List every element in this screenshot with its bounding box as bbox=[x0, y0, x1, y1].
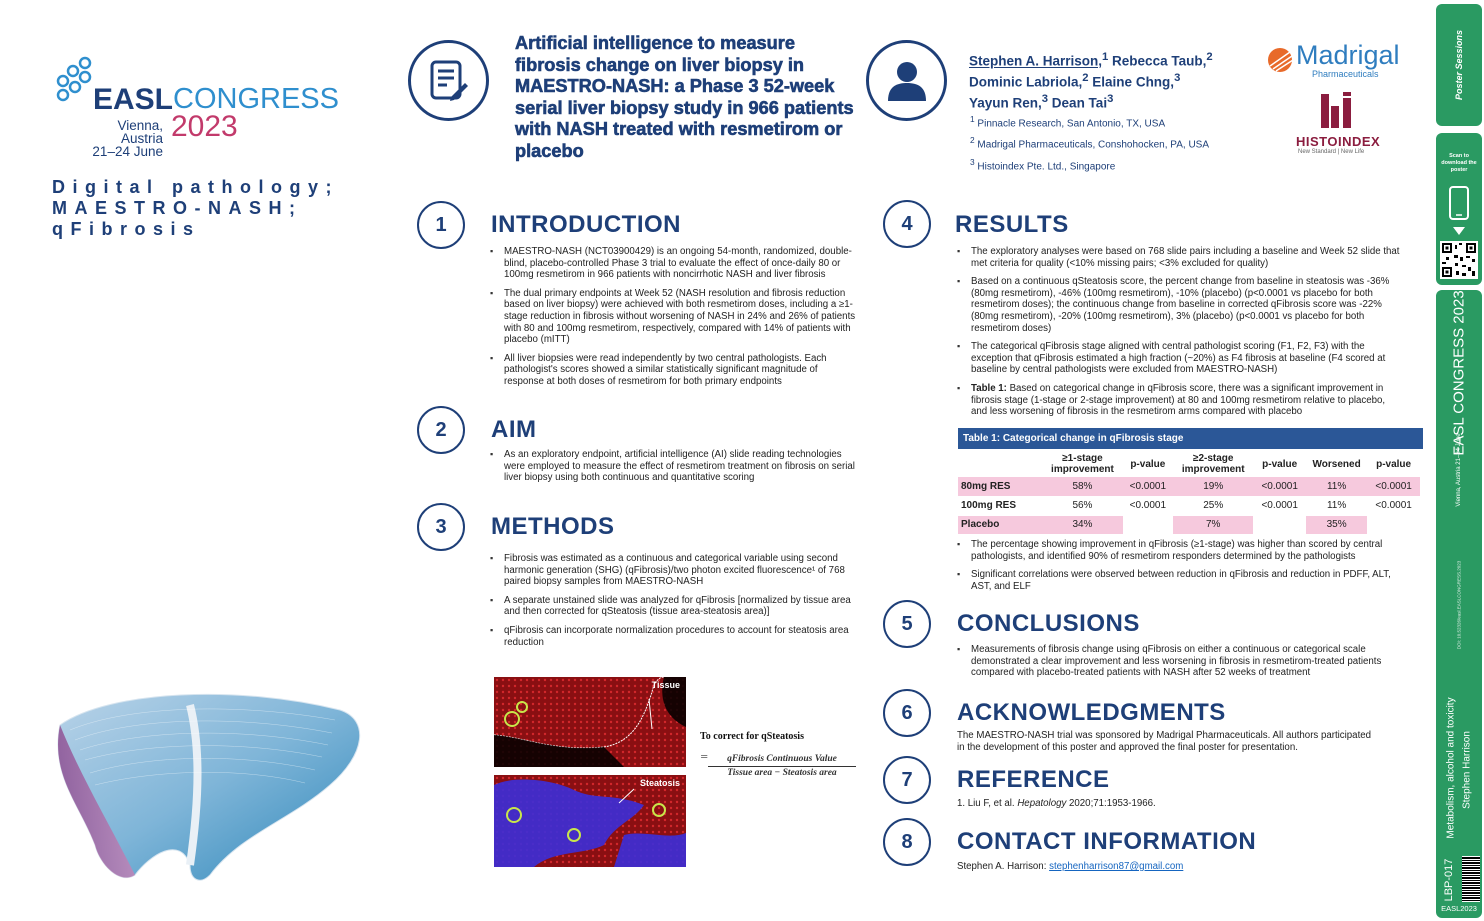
aff-text: Histoindex Pte. Ltd., Singapore bbox=[977, 160, 1116, 172]
reference-heading: REFERENCE bbox=[957, 766, 1110, 793]
table-ref-bold: Table 1: bbox=[971, 382, 1007, 394]
list-item: ▪ Fibrosis was estimated as a continuous and categorical variable using second harmonic generation (SHG) (qFibrosis)/two photon excited fluorescence¹ of 768 paired biopsy samples from MAESTRO-NASH bbox=[488, 553, 858, 588]
author-sup: 3 bbox=[1041, 93, 1049, 105]
steatosis-image-texture bbox=[494, 775, 686, 867]
person-icon-circle bbox=[866, 40, 947, 121]
table-cell: 11% bbox=[1306, 496, 1367, 515]
list-item: ▪ Significant correlations were observed between reduction in qFibrosis and reduction in PDFF, ALT, AST, and ELF bbox=[955, 569, 1400, 592]
qr-code[interactable] bbox=[1440, 241, 1478, 279]
tissue-label: Tissue bbox=[651, 680, 680, 690]
contact-text bbox=[957, 861, 1377, 873]
author-list bbox=[969, 49, 1239, 112]
author-taub: Rebecca Taub, bbox=[1108, 53, 1207, 69]
formula-denominator: Tissue area − Steatosis area bbox=[727, 768, 837, 778]
table-header-row bbox=[958, 451, 1420, 477]
list-item: ▪ As an exploratory endpoint, artificial intelligence (AI) slide reading technologies were employed to measure the effect of resmetirom treatment on fibrosis on serial liver biopsy using both continuous and quantitative scoring bbox=[488, 449, 858, 484]
author-sup: 3 bbox=[1174, 72, 1181, 84]
tissue-image-texture bbox=[494, 677, 686, 767]
sidebar-scan bbox=[1436, 133, 1482, 285]
sidebar-doi: DOI: 10.52326/easl.EASLCONGRESS.2023 bbox=[1456, 560, 1462, 650]
aff-text: Madrigal Pharmaceuticals, Conshohocken, PA, USA bbox=[977, 139, 1210, 151]
sidebar-city: Vienna, Austria 21–24 June bbox=[1456, 433, 1462, 507]
sidebar-topic: Metabolism, alcohol and toxicity bbox=[1445, 696, 1457, 839]
steatosis-label: Steatosis bbox=[639, 778, 680, 788]
list-item: ▪ A separate unstained slide was analyzed for qFibrosis [normalized by tissue area and then corrected for qSteatosis (tissue area-steatosis area)] bbox=[488, 595, 858, 618]
table-cell: 11% bbox=[1306, 477, 1367, 496]
author-labriola: Dominic Labriola, bbox=[969, 74, 1083, 90]
equals-sign: = bbox=[700, 752, 709, 763]
introduction-bullets bbox=[488, 246, 858, 395]
aff-num: 1 bbox=[970, 114, 975, 124]
sidebar-code: LBP-017 bbox=[1443, 858, 1455, 902]
qsteatosis-formula bbox=[708, 753, 856, 779]
correct-label: To correct for qSteatosis bbox=[700, 731, 804, 742]
conclusions-bullets bbox=[955, 644, 1410, 686]
section-number-4: 4 bbox=[883, 200, 931, 248]
dates-text: 21–24 June bbox=[92, 144, 163, 159]
acknowledgments-text: The MAESTRO-NASH trial was sponsored by Madrigal Pharmaceuticals. All authors participated in the development of this poster and approved the final poster for presentation. bbox=[957, 730, 1372, 753]
easl-congress-logo bbox=[55, 55, 339, 159]
congress-city bbox=[83, 119, 163, 158]
contact-email-link[interactable]: stephenharrison87@gmail.com bbox=[1049, 861, 1184, 872]
list-item: ▪ The exploratory analyses were based on 768 slide pairs including a baseline and Week 52 slide that met criteria for quality (<10% missing pairs; <3% excluded for quality) bbox=[955, 246, 1400, 269]
sidebar-easl bbox=[1436, 290, 1482, 455]
histoindex-mark-icon bbox=[1321, 92, 1355, 130]
list-item: ▪ The categorical qFibrosis stage aligned with central pathologist scoring (F1, F2, F3) with the exception that qFibrosis estimated a high fraction (~20%) as F4 fibrosis at baseline (F4 scored at baseline by central pathologists were excluded from MAESTRO-NASH) bbox=[955, 341, 1400, 376]
author-ren: Yayun Ren, bbox=[969, 95, 1042, 111]
document-edit-icon bbox=[429, 59, 469, 103]
table-cell: 58% bbox=[1042, 477, 1122, 496]
tissue-image bbox=[494, 677, 686, 767]
aff-num: 2 bbox=[970, 135, 975, 146]
table-row bbox=[958, 477, 1420, 496]
histoindex-logo bbox=[1296, 92, 1386, 160]
author-harrison: Stephen A. Harrison, bbox=[969, 53, 1103, 69]
author-sup: 1 bbox=[1102, 51, 1109, 63]
list-item: ▪ qFibrosis can incorporate normalization procedures to account for steatosis area reduction bbox=[488, 625, 858, 648]
list-item: ▪ The dual primary endpoints at Week 52 (NASH resolution and fibrosis reduction based on liver biopsy) were achieved with both resmetirom doses, including a ≥1-stage reduction in fibrosis without worsening of NASH in 24% and 26% of patients with 80 and 100mg resmetirom, respectively, compared with 14% of patients with placebo (mITT) bbox=[488, 288, 858, 346]
liver-illustration bbox=[40, 685, 370, 885]
phone-icon bbox=[1448, 185, 1470, 239]
histoindex-word: HISTOINDEX bbox=[1296, 134, 1381, 149]
table-cell: <0.0001 bbox=[1253, 496, 1306, 515]
author-chng: Elaine Chng, bbox=[1088, 74, 1175, 90]
author-tai: Dean Tai bbox=[1048, 95, 1108, 111]
person-icon bbox=[886, 59, 928, 103]
section-number-5: 5 bbox=[883, 600, 931, 648]
sidebar-poster-sessions bbox=[1436, 4, 1482, 126]
table-cell: 25% bbox=[1173, 496, 1253, 515]
sidebar-author: Stephen Harrison bbox=[1461, 731, 1473, 809]
methods-heading: METHODS bbox=[491, 513, 615, 540]
city-text: Vienna, Austria bbox=[117, 118, 163, 146]
document-icon-circle bbox=[408, 40, 489, 121]
sidebar-city-box bbox=[1436, 433, 1482, 507]
table-cell: <0.0001 bbox=[1367, 477, 1420, 496]
table-header: ≥2-stage improvement bbox=[1181, 453, 1245, 475]
author-sup: 2 bbox=[1206, 51, 1213, 63]
affiliation-2 bbox=[970, 132, 1260, 153]
methods-bullets bbox=[488, 553, 858, 655]
table-row bbox=[958, 515, 1420, 534]
table-header: p-value bbox=[1130, 458, 1166, 470]
aff-text: Pinnacle Research, San Antonio, TX, USA bbox=[977, 118, 1166, 130]
conclusions-heading: CONCLUSIONS bbox=[957, 610, 1140, 637]
table-cell: <0.0001 bbox=[1367, 496, 1420, 515]
list-item: ▪ MAESTRO-NASH (NCT03900429) is an ongoing 54-month, randomized, double-blind, placebo-controlled Phase 3 trial to evaluate the effect of once-daily 80 or 100mg resmetirom in 966 patients with noncirrhotic NASH and liver fibrosis bbox=[488, 246, 858, 281]
madrigal-sub: Pharmaceuticals bbox=[1312, 69, 1379, 79]
sidebar-code-box bbox=[1436, 855, 1462, 905]
table-header: p-value bbox=[1262, 458, 1298, 470]
ref-journal: Hepatology bbox=[1017, 798, 1067, 809]
section-number-8: 8 bbox=[883, 818, 931, 866]
histoindex-sub: New Standard | New Life bbox=[1298, 149, 1365, 155]
table-cell: 100mg RES bbox=[958, 496, 1042, 515]
results-heading: RESULTS bbox=[955, 211, 1069, 238]
table-caption: Table 1: Categorical change in qFibrosis stage bbox=[958, 428, 1423, 449]
contact-label: Stephen A. Harrison: bbox=[957, 861, 1050, 872]
table-cell bbox=[1367, 515, 1420, 534]
table-cell: <0.0001 bbox=[1253, 477, 1306, 496]
list-item: ▪ The percentage showing improvement in qFibrosis (≥1-stage) was higher than scored by central pathologists, and identified 90% of resmetirom responders determined by the pathologists bbox=[955, 539, 1400, 562]
madrigal-word: Madrigal bbox=[1296, 40, 1400, 70]
table-ref-text: Based on categorical change in qFibrosis score, there was a significant improvement in fibrosis stage (1-stage or 2-stage improvement) at 80 and 100mg resmetirom relative to placebo, and less worsening of fibrosis in the resmetirom arms compared with placebo bbox=[971, 382, 1386, 418]
easl-word: EASL bbox=[93, 83, 174, 116]
author-sup: 2 bbox=[1082, 72, 1089, 84]
table-cell: 56% bbox=[1042, 496, 1122, 515]
table-cell bbox=[1253, 515, 1306, 534]
barcode bbox=[1462, 856, 1480, 902]
section-number-3: 3 bbox=[417, 503, 465, 551]
sidebar-info bbox=[1436, 290, 1482, 918]
table-header: Worsened bbox=[1312, 458, 1361, 470]
scan-text: Scan to download the poster bbox=[1441, 153, 1477, 173]
acknowledgments-heading: ACKNOWLEDGMENTS bbox=[957, 699, 1226, 726]
contact-heading: CONTACT INFORMATION bbox=[957, 828, 1257, 855]
madrigal-logo bbox=[1266, 42, 1406, 82]
results-bullets-after bbox=[955, 539, 1400, 599]
table-cell: 34% bbox=[1042, 515, 1122, 534]
qfibrosis-table bbox=[958, 451, 1420, 535]
sidebar-easl-text: EASL CONGRESS 2023 bbox=[1450, 289, 1468, 456]
introduction-heading: INTRODUCTION bbox=[491, 211, 681, 238]
author-line-3 bbox=[969, 91, 1239, 112]
author-line-1 bbox=[969, 49, 1239, 70]
table-cell: <0.0001 bbox=[1123, 477, 1174, 496]
steatosis-image bbox=[494, 775, 686, 867]
author-sup: 3 bbox=[1107, 93, 1114, 105]
table-row bbox=[958, 496, 1420, 515]
results-bullets bbox=[955, 246, 1400, 425]
affiliation-1 bbox=[970, 111, 1260, 132]
aff-num: 3 bbox=[970, 156, 975, 167]
section-number-7: 7 bbox=[883, 756, 931, 804]
table-cell: 19% bbox=[1173, 477, 1253, 496]
ref-citation: 2020;71:1953-1966. bbox=[1066, 798, 1156, 809]
section-number-2: 2 bbox=[417, 406, 465, 454]
formula-numerator: qFibrosis Continuous Value bbox=[708, 753, 856, 767]
affiliation-3 bbox=[970, 154, 1260, 175]
list-item: ▪ All liver biopsies were read independently by two central pathologists. Each pathologist's scores showed a similar statistically significant magnitude of response at both doses of resmetirom for both primary endpoints bbox=[488, 353, 858, 388]
list-item: ▪ Measurements of fibrosis change using qFibrosis on either a continuous or categorical scale demonstrated a clear improvement and less worsening in fibrosis in resmetirom-treated patients compared with placebo-treated patients with NASH after 52 weeks of treatment bbox=[955, 644, 1410, 679]
aim-heading: AIM bbox=[491, 416, 537, 443]
congress-year: 2023 bbox=[171, 110, 238, 143]
table-header: ≥1-stage improvement bbox=[1051, 453, 1114, 475]
table-header: p-value bbox=[1376, 458, 1412, 470]
poster-sessions-text: Poster Sessions bbox=[1454, 29, 1464, 101]
table-cell: Placebo bbox=[958, 515, 1042, 534]
table-cell: 7% bbox=[1173, 515, 1253, 534]
aim-bullets bbox=[488, 449, 858, 491]
poster-title: Artificial intelligence to measure fibrosis change on liver biopsy in MAESTRO-NASH: a Phase 3 52-week serial liver biopsy study in 966 patients with NASH treated with resmetirom or placebo bbox=[515, 33, 854, 161]
author-line-2 bbox=[969, 70, 1239, 91]
ref-authors: 1. Liu F, et al. bbox=[957, 798, 1018, 809]
sidebar-author-box bbox=[1452, 710, 1482, 830]
congress-word: CONGRESS bbox=[173, 83, 339, 115]
section-number-1: 1 bbox=[417, 201, 465, 249]
table-cell: 80mg RES bbox=[958, 477, 1042, 496]
sidebar-doi-box bbox=[1436, 530, 1482, 680]
table-cell: <0.0001 bbox=[1123, 496, 1174, 515]
madrigal-mark-icon bbox=[1266, 46, 1294, 74]
qr-code-icon bbox=[1442, 243, 1476, 277]
list-item bbox=[955, 383, 1400, 418]
reference-text bbox=[957, 798, 1377, 810]
table-cell: 35% bbox=[1306, 515, 1367, 534]
list-item: ▪ Based on a continuous qSteatosis score, the percent change from baseline in steatosis was -36% (80mg resmetirom), -46% (100mg resmetirom), -10% (placebo) (p<0.0001 vs placebo for both resmetirom doses); the continuous change from baseline in corrected qFibrosis score was -22% (80mg resmetirom), -20% (100mg resmetirom), 3% (placebo) (p<0.0001 vs placebo for both resmetirom doses) bbox=[955, 276, 1400, 334]
section-number-6: 6 bbox=[883, 689, 931, 737]
table-cell bbox=[1123, 515, 1174, 534]
table-header bbox=[958, 451, 1042, 477]
keywords: Digital pathology; MAESTRO-NASH; qFibrosis bbox=[52, 177, 339, 239]
sidebar-year-tag: EASL2023 bbox=[1441, 904, 1477, 913]
affiliations bbox=[970, 111, 1260, 175]
